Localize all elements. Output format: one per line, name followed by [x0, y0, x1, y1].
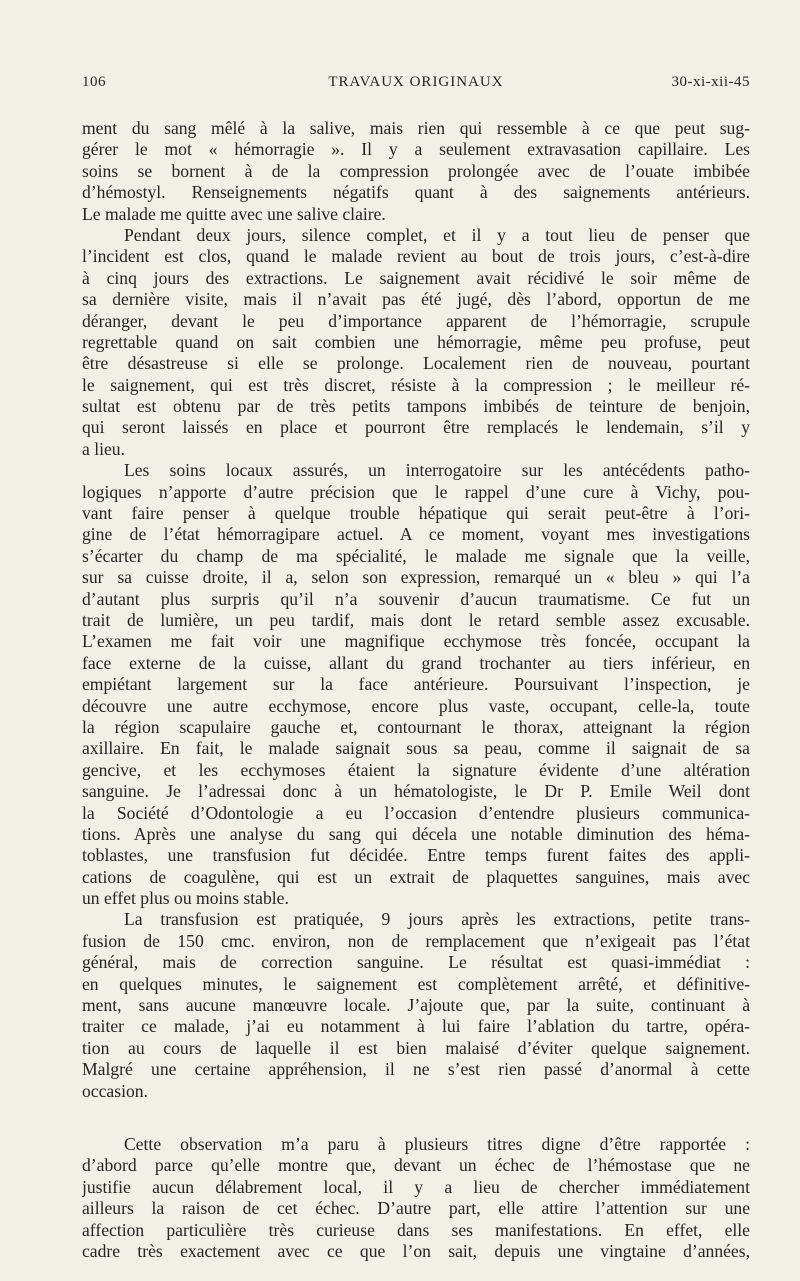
text-line: d’abord parce qu’elle montre que, devant un échec de l’hémostase que ne	[82, 1155, 750, 1176]
paragraph	[82, 460, 750, 909]
text-line: soins se bornent à de la compression prolongée avec de l’ouate imbibée	[82, 160, 750, 181]
paragraph	[82, 118, 750, 225]
text-line: tions. Après une analyse du sang qui décela une notable diminution des héma-	[82, 823, 750, 844]
text-line: fusion de 150 cmc. environ, non de remplacement que n’exigeait pas l’état	[82, 930, 750, 951]
text-line: Malgré une certaine appréhension, il ne s’est rien passé d’anormal à cette	[82, 1059, 750, 1080]
text-line: la Société d’Odontologie a eu l’occasion d’entendre plusieurs communica-	[82, 802, 750, 823]
text-line: L’examen me fait voir une magnifique ecchymose très foncée, occupant la	[82, 631, 750, 652]
text-line: affection particulière très curieuse dans ses manifestations. En effet, elle	[82, 1219, 750, 1240]
text-line: à cinq jours des extractions. Le saignement avait récidivé le soir même de	[82, 267, 750, 288]
text-line: vant faire penser à quelque trouble hépatique qui serait peut-être à l’ori-	[82, 503, 750, 524]
text-line: sa dernière visite, mais il n’avait pas été jugé, dès l’abord, opportun de me	[82, 289, 750, 310]
running-header	[82, 74, 750, 96]
text-line: sur sa cuisse droite, il a, selon son expression, remarqué un « bleu » qui l’a	[82, 567, 750, 588]
text-line: face externe de la cuisse, allant du grand trochanter au tiers inférieur, en	[82, 652, 750, 673]
paragraph	[82, 909, 750, 1102]
text-line: ment du sang mêlé à la salive, mais rien qui ressemble à ce que peut sug-	[82, 118, 750, 138]
text-line: le saignement, qui est très discret, résiste à la compression ; le meilleur ré-	[82, 374, 750, 395]
text-line: Le malade me quitte avec une salive claire.	[82, 203, 386, 224]
text-line: gérer le mot « hémorragie ». Il y a seulement extravasation capillaire. Les	[82, 139, 750, 160]
text-line: cations de coagulène, qui est un extrait de plaquettes sanguines, mais avec	[82, 866, 750, 887]
text-line: empiétant largement sur la face antérieure. Poursuivant l’inspection, je	[82, 674, 750, 695]
paragraph-gap	[82, 1102, 750, 1134]
body-text	[82, 118, 750, 1262]
text-line: découvre une autre ecchymose, encore plus vaste, occupant, celle-la, toute	[82, 695, 750, 716]
text-line: cadre très exactement avec ce que l’on sait, depuis une vingtaine d’années,	[82, 1240, 750, 1261]
text-line: axillaire. En fait, le malade saignait sous sa peau, comme il saignait de sa	[82, 738, 750, 759]
text-line: s’écarter du champ de ma spécialité, le malade me signale que la veille,	[82, 545, 750, 566]
text-line: justifie aucun délabrement local, il y a lieu de chercher immédiatement	[82, 1176, 750, 1197]
text-line: la région scapulaire gauche et, contournant le thorax, atteignant la région	[82, 716, 750, 737]
text-line: ailleurs la raison de cet échec. D’autre part, elle attire l’attention sur une	[82, 1198, 750, 1219]
text-line: déranger, devant le peu d’importance apparent de l’hémorragie, scrupule	[82, 310, 750, 331]
text-line: l’incident est clos, quand le malade revient au bout de trois jours, c’est-à-dire	[82, 246, 750, 267]
text-line: trait de lumière, un peu tardif, mais dont le retard semble assez excusable.	[82, 609, 750, 630]
text-line: sultat est obtenu par de très petits tampons imbibés de teinture de benjoin,	[82, 396, 750, 417]
text-line: La transfusion est pratiquée, 9 jours après les extractions, petite trans-	[124, 909, 750, 930]
text-line: un effet plus ou moins stable.	[82, 888, 289, 909]
text-line: général, mais de correction sanguine. Le résultat est quasi-immédiat :	[82, 952, 750, 973]
text-line: Les soins locaux assurés, un interrogatoire sur les antécédents patho-	[124, 460, 750, 481]
text-line: ment, sans aucune manœuvre locale. J’ajoute que, par la suite, continuant à	[82, 995, 750, 1016]
issue-date: 30-xi-xii-45	[671, 74, 750, 90]
text-line: sanguine. Je l’adressai donc à un hématologiste, le Dr P. Emile Weil dont	[82, 781, 750, 802]
paragraph	[82, 225, 750, 460]
paragraph	[82, 1134, 750, 1262]
text-line: tion au cours de laquelle il est bien malaisé d’éviter quelque saignement.	[82, 1037, 750, 1058]
text-line: qui seront laissés en place et pourront être remplacés le lendemain, s’il y	[82, 417, 750, 438]
text-line: d’autant plus surpris qu’il n’a souvenir d’aucun traumatisme. Ce fut un	[82, 588, 750, 609]
text-line: traiter ce malade, j’ai eu notamment à lui faire l’ablation du tartre, opéra-	[82, 1016, 750, 1037]
text-line: d’hémostyl. Renseignements négatifs quant à des saignements antérieurs.	[82, 182, 750, 203]
running-title: TRAVAUX ORIGINAUX	[328, 74, 504, 90]
text-line: gine de l’état hémorragipare actuel. A ce moment, voyant mes investigations	[82, 524, 750, 545]
text-line: en quelques minutes, le saignement est complètement arrêté, et définitive-	[82, 973, 750, 994]
text-line: a lieu.	[82, 438, 125, 459]
page-number: 106	[82, 74, 106, 90]
text-line: regrettable quand on sait combien une hémorragie, même peu profuse, peut	[82, 331, 750, 352]
text-line: toblastes, une transfusion fut décidée. Entre temps furent faites des appli-	[82, 845, 750, 866]
text-line: Pendant deux jours, silence complet, et il y a tout lieu de penser que	[124, 224, 750, 245]
text-line: Cette observation m’a paru à plusieurs titres digne d’être rapportée :	[124, 1133, 750, 1154]
text-line: logiques n’apporte d’autre précision que le rappel d’une cure à Vichy, pou-	[82, 481, 750, 502]
text-line: occasion.	[82, 1080, 148, 1101]
text-line: être désastreuse si elle se prolonge. Localement rien de nouveau, pourtant	[82, 353, 750, 374]
text-line: gencive, et les ecchymoses étaient la signature évidente d’une altération	[82, 759, 750, 780]
